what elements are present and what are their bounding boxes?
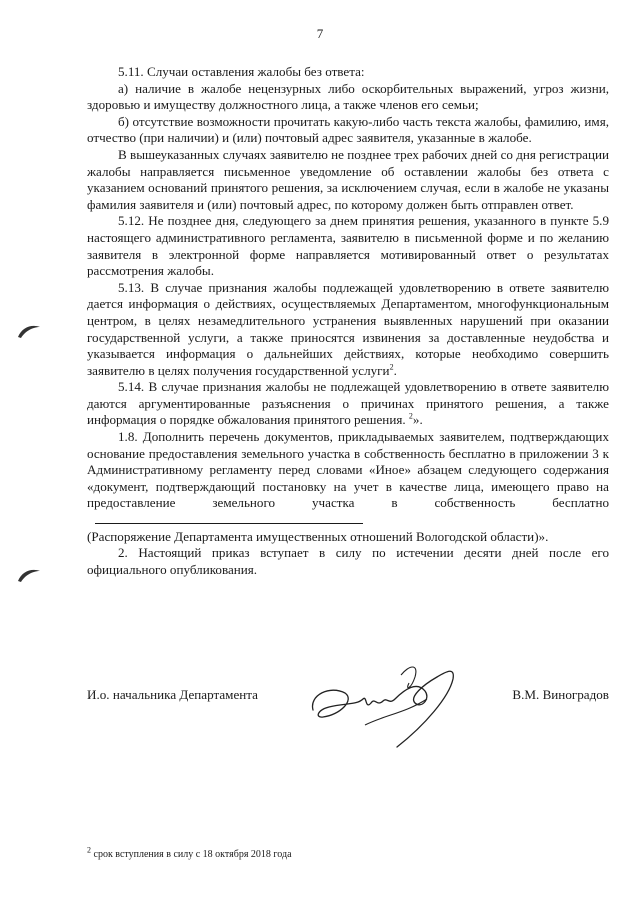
paragraph: (Распоряжение Департамента имущественных отношений Вологодской области)». [87, 528, 549, 544]
signatory-title: И.о. начальника Департамента [87, 687, 258, 702]
footnote [87, 845, 292, 860]
paragraph: а) наличие в жалобе нецензурных либо оскорбительных выражений, угроз жизни, здоровью и имуществу должностного лица, а также членов его семьи; [87, 80, 609, 113]
paragraph: 5.11. Случаи оставления жалобы без ответа: [118, 64, 365, 79]
footnote-text: срок вступления в силу с 18 октября 2018 года [91, 849, 292, 860]
page-number: 7 [316, 26, 324, 41]
paragraph-text: 5.13. В случае признания жалобы подлежащей удовлетворению в ответе заявителю дается информация о действиях, осуществляемых Департаментом, многофункциональным центром, в целях незамедлительного устранения выявленных нарушений при оказании государственной услуги, а также приносятся извинения за доставленные неудобства и указывается информация о дальнейших действиях, которые необходимо совершить заявителю в целях получения государственной услуги [87, 279, 609, 378]
paragraph [87, 379, 609, 429]
footnote-reference: 2 [408, 412, 413, 422]
document-body [87, 64, 609, 578]
blank-fill-line [95, 512, 363, 524]
paragraph-end: ». [412, 412, 423, 428]
paragraph: 2. Настоящий приказ вступает в силу по истечении десяти дней после его официального опубликования. [87, 545, 609, 577]
paragraph-text: 1.8. Дополнить перечень документов, прикладываемых заявителем, подтверждающих основание предоставления земельного участка в собственность бесплатно в приложении 3 к Административному регламенту перед словами «Иное» абзацем следующего содержания «документ, подтверждающий постановку на учет в качестве лица, имеющего право на предоставление земельного участка в собственность бесплатно [87, 429, 609, 511]
paragraph [87, 429, 609, 529]
paragraph-end: . [393, 362, 397, 378]
handwritten-signature [305, 655, 475, 755]
paragraph [87, 280, 609, 380]
punch-hole-mark [16, 323, 42, 339]
paragraph-text: 5.14. В случае признания жалобы не подлежащей удовлетворению в ответе заявителю даются аргументированные разъяснения о причинах принятого решения, а также информация о порядке обжалования принятого решения. [87, 379, 609, 428]
paragraph: б) отсутствие возможности прочитать какую-либо часть текста жалобы, фамилию, имя, отчество (при наличии) и (или) почтовый адрес заявителя, указанные в жалобе. [87, 113, 609, 146]
paragraph: В вышеуказанных случаях заявителю не позднее трех рабочих дней со дня регистрации жалобы направляется письменное уведомление об оставлении жалобы без ответа с указанием оснований принятого решения, за исключением случая, если в жалобе не указаны фамилия заявителя и (или) почтовый адрес, по которому должен быть отправлен ответ. [87, 146, 609, 212]
footnote-mark: 2 [87, 845, 91, 855]
signatory-name: В.М. Виноградов [512, 687, 609, 702]
punch-hole-mark [16, 567, 42, 583]
footnote-reference: 2 [389, 362, 394, 372]
paragraph: 5.12. Не позднее дня, следующего за днем принятия решения, указанного в пункте 5.9 настоящего административного регламента, заявителю в письменной форме и по желанию заявителя в электронной форме направляется мотивированный ответ о результатах рассмотрения жалобы. [87, 213, 609, 279]
